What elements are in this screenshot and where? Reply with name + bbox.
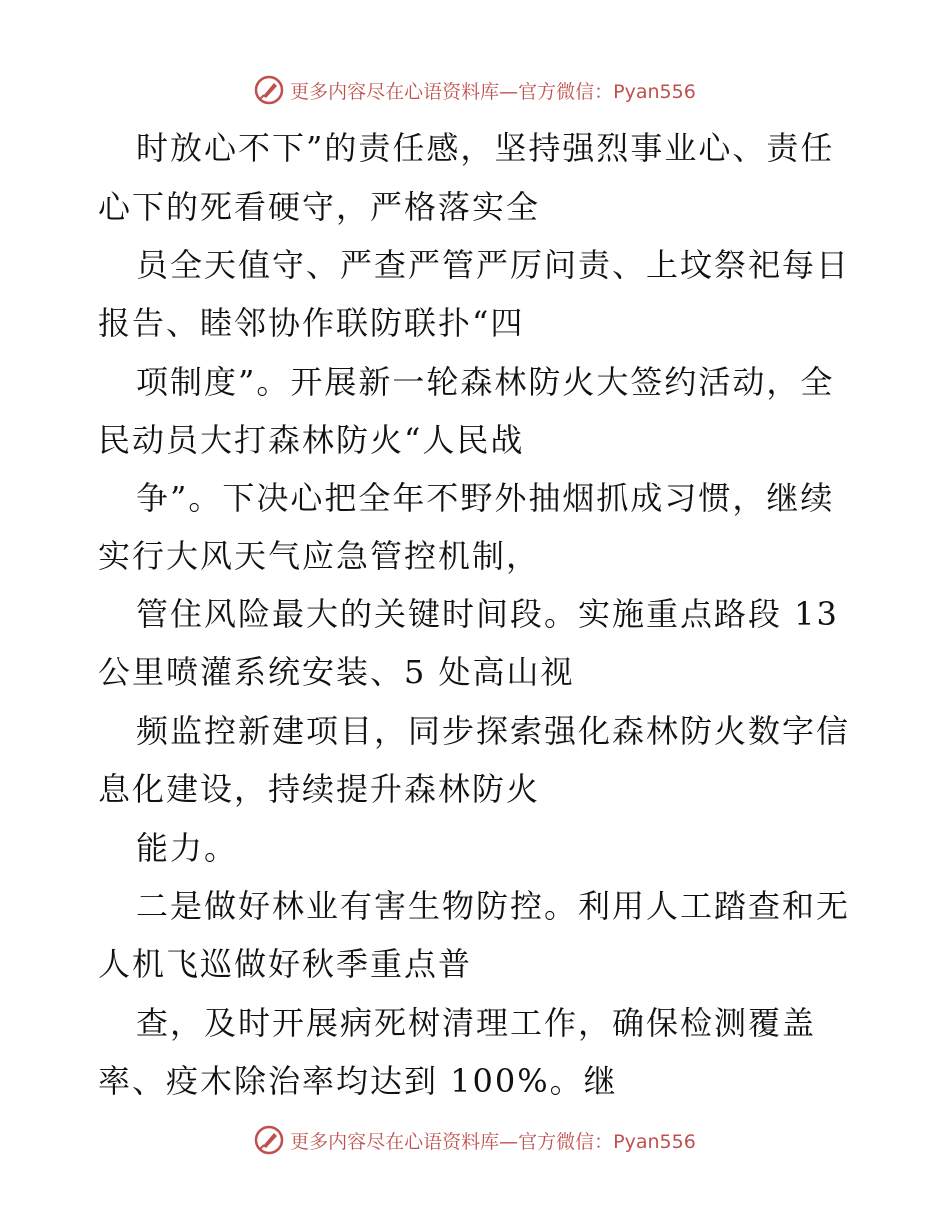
body-line: 二是做好林业有害生物防控。利用人工踏查和无 [136, 887, 851, 925]
body-line: 率、疫木除治率均达到 100%。继 [98, 1062, 618, 1100]
quill-logo-icon [254, 1125, 284, 1155]
body-line: 民动员大打森林防火“人民战 [98, 421, 525, 459]
body-line: 管住风险最大的关键时间段。实施重点路段 13 [136, 595, 839, 633]
footer-watermark-banner [0, 1120, 950, 1160]
body-line: 实行大风天气应急管控机制， [98, 537, 541, 575]
header-watermark-text: 更多内容尽在心语资料库—官方微信：Pyan556 [290, 80, 696, 103]
body-line: 争”。下决心把全年不野外抽烟抓成习惯，继续 [136, 479, 835, 517]
body-line: 时放心不下”的责任感，坚持强烈事业心、责任 [136, 129, 835, 167]
body-line: 心下的死看硬守，严格落实全 [98, 188, 541, 226]
body-line: 频监控新建项目，同步探索强化森林防火数字信 [136, 712, 851, 750]
footer-watermark-text: 更多内容尽在心语资料库—官方微信：Pyan556 [290, 1130, 696, 1153]
body-line: 人机飞巡做好秋季重点普 [98, 945, 473, 983]
body-line: 报告、睦邻协作联防联扑“四 [98, 304, 525, 342]
body-line: 员全天值守、严查严管严厉问责、上坟祭祀每日 [136, 246, 851, 284]
body-line: 项制度”。开展新一轮森林防火大签约活动，全 [136, 363, 835, 401]
body-line: 能力。 [136, 829, 239, 867]
body-line: 息化建设，持续提升森林防火 [98, 770, 541, 808]
body-line: 公里喷灌系统安装、5 处高山视 [98, 653, 575, 691]
body-line: 查，及时开展病死树清理工作，确保检测覆盖 [136, 1004, 817, 1042]
